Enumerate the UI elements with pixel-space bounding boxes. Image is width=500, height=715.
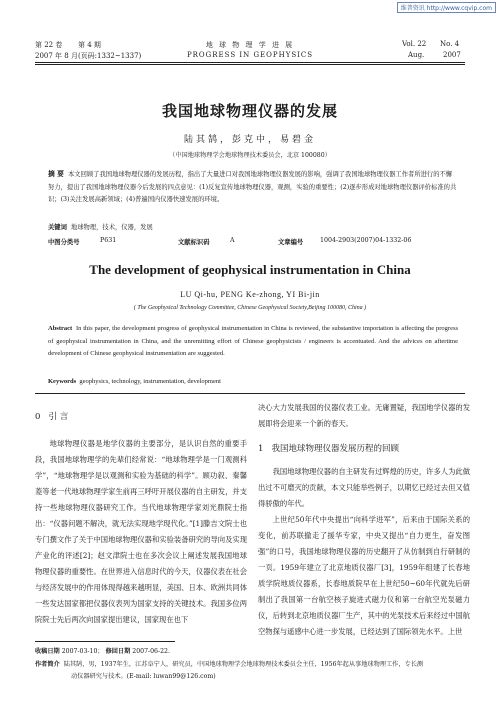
clc-label: 中图分类号 xyxy=(48,239,80,246)
footnote-author xyxy=(35,659,465,682)
left-column xyxy=(35,436,247,628)
abstract-cn-text: 本文回顾了我国地球物理仪器的发展历程，指出了大量进口对我国地球物理仪器发展的影响，强调了我国地球物理仪器工作者所进行的不懈努力，提出了我国地球物理仪器今后发展的四点意见：(1)反复宣传地球物理仪器，观测，实验的重要性；(2)逐步形成对地球物理仪器评价标准的共识；(3)关注发展高新领域；(4)普遍国内仪器快速发展的环境。 xyxy=(48,171,457,203)
keywords-en xyxy=(48,378,221,385)
abstract-en xyxy=(48,323,458,361)
section-1-heading xyxy=(258,442,399,454)
authors-cn: 陆其鹄，彭克中，易碧金 xyxy=(183,135,316,145)
author-bio-text: 陆其鹄，男，1937年生，江苏阜宁人，研究员，中国地球物理学会地球物理技术委员会主任，1956年起从事地球物理工作，专长测 xyxy=(63,661,424,668)
section-0-number: 0 xyxy=(35,412,41,422)
abstract-en-label: Abstract xyxy=(48,325,73,332)
journal-name-en: PROGRESS IN GEOPHYSICS xyxy=(186,51,314,59)
header-rule xyxy=(35,62,465,63)
year-en: 2007 xyxy=(443,51,461,59)
received-date: 2007-03-10 xyxy=(61,648,98,655)
body-paragraph: 决心大力发展我国的仪器仪表工业。无庸置疑，我国地学仪器的发展即将会迎来一个新的春天。 xyxy=(258,403,470,428)
journal-name-cn: 地 球 物 理 学 进 展 xyxy=(205,41,295,49)
doc-code-value: A xyxy=(230,237,235,244)
keywords-en-text: geophysics, technology, instrumentation, development xyxy=(79,378,221,385)
received-label: 收稿日期 xyxy=(35,648,60,655)
header-rule-thin xyxy=(35,64,465,65)
abstract-rule xyxy=(35,393,465,394)
footnote-dates: 收稿日期 2007-03-10； 修回日期 2007-06-22. xyxy=(35,648,170,655)
title-cn: 我国地球物理仪器的发展 xyxy=(161,102,338,120)
keywords-en-label: Keywords xyxy=(48,378,77,385)
right-column xyxy=(258,464,470,640)
affiliation-en: ( The Geophysical Technology Committee, Chinese Geophysical Society,Beijing 100080, China ) xyxy=(133,305,367,311)
issue-en: No. 4 xyxy=(440,40,460,48)
abstract-cn xyxy=(48,168,458,207)
affiliation-cn: （中国地球物理学会地球物理技术委员会，北京 100080） xyxy=(169,152,331,159)
month-en: Aug. xyxy=(408,51,425,59)
revised-date: 2007-06-22. xyxy=(132,648,170,655)
section-1-title: 我国地球物理仪器发展历程的回顾 xyxy=(271,444,400,454)
title-en: The development of geophysical instrumentation in China xyxy=(89,262,411,277)
article-id-value: 1004-2903(2007)04-1332-06 xyxy=(320,237,412,244)
article-id-label: 文章编号 xyxy=(278,239,304,246)
clc-value: P631 xyxy=(100,237,117,244)
right-column-top xyxy=(258,400,470,432)
author-bio-label: 作者简介 xyxy=(35,661,60,668)
date-pages: 2007 年 8 月(页码:1332~1337) xyxy=(35,52,142,60)
footnote-rule xyxy=(35,641,175,642)
revised-label: 修回日期 xyxy=(105,648,131,655)
issue-label: 第 4 期 xyxy=(78,41,101,49)
author-bio-text-cont: 动仪器研究与技术。(E-mail: luwan99@126.com) xyxy=(71,672,216,680)
section-0-title: 引 言 xyxy=(48,412,69,422)
keywords-cn-label: 关键词 xyxy=(48,224,67,231)
abstract-cn-label: 摘 要 xyxy=(48,170,64,178)
section-0-heading xyxy=(35,410,68,422)
section-1-number: 1 xyxy=(258,444,264,454)
body-paragraph: 地球物理仪器是地学仪器的主要部分，是认识自然的重要手段，我国地球物理学的先辈们经常说：“地球物理学是一门观测科学”，“地球物理学是以观测和实验为基础的科学”。顾功叙、秦馨菱等老一代地球物理学家生前再三呼吁开展仪器的自主研发，并支持一些地球物理仪器研究工作。当代地球物理学家刘光鼎院士指出：“仪器问题不解决，就无法实现地学现代化。”[1]滕吉文院士也专门撰文作了关于中国地球物理仪器和实验装备研究的导向及实现产业化的评述[2]；赵文津院士也在多次会议上阐述发展我国地球物理仪器的重要性。在世界进入信息时代的今天，仪器仪表在社会与经济发展中的作用体现得越来越明显，美国、日本、欧洲共同体一些发达国家都把仪器仪表列为国家支持的关键技术。我国多位两院院士先后两次向国家提出建议，国家现在也下 xyxy=(35,439,247,624)
doc-code-label: 文献标识码 xyxy=(178,239,210,246)
abstract-en-text: In this paper, the development progress of geophysical instrumentation in China is reviewed, the substantive importation is affecting the progress of geophysical instrumentation in China, and the unremitting effort of Chinese geophysicists / engineers is accentuated. And the advices on aftertime development of Chinese geophysical instrumentation are suggested. xyxy=(48,325,459,357)
keywords-cn xyxy=(48,222,153,231)
volume-en: Vol. 22 xyxy=(402,40,427,48)
body-paragraph: 我国地球物理仪器的自主研发有过辉煌的历史，许多人为此做出过不可磨灭的贡献，本文只能举些例子，以期忆已经过去但又值得骄傲的年代。 xyxy=(258,467,470,508)
volume-label: 第 22 卷 xyxy=(35,41,63,49)
watermark[interactable]: 维普资讯 http://www.cqvip.com xyxy=(397,2,496,13)
body-paragraph: 上世纪50年代中央提出“向科学进军”，后来由于国际关系的变化，前苏联撤走了援华专家，中央又提出“自力更生，奋发图强”的口号，我国地球物理仪器的历史翻开了从仿制到自行研制的一页。1959年建立了北京地质仪器厂[3]，1959年组建了长春地质学院地质仪器系，长春地质院早在上世纪50~60年代就先后研制出了我国第一台航空核子旋进式磁力仪和第一台航空光泵磁力仪，后转到北京地质仪器厂生产，其中的光泵技术后来经过中国航空物探与遥感中心进一步发展，已经达到了国际领先水平。上世 xyxy=(258,515,470,636)
keywords-cn-text: 地球物理，技术，仪器，发展 xyxy=(70,224,153,231)
authors-en: LU Qi-hu, PENG Ke-zhong, YI Bi-jin xyxy=(180,290,320,299)
